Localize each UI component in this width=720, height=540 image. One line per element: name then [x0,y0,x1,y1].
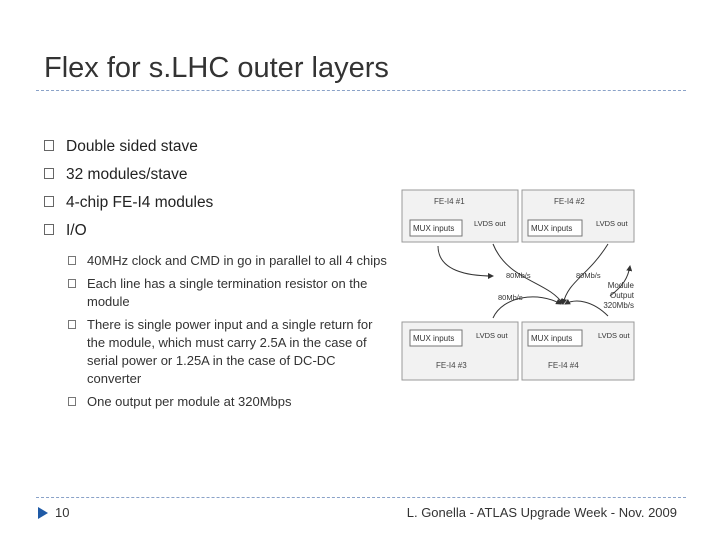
bullet-item [44,220,389,248]
module-output-label-2: Output [609,291,634,300]
bullet-marker [44,224,54,235]
bullet-marker [44,140,54,151]
slide-title: Flex for s.LHC outer layers [44,52,389,84]
mux-inputs-label: MUX inputs [413,224,455,233]
chip-fe-i4-1 [402,190,518,242]
sub-bullet-text: One output per module at 320Mbps [87,394,292,409]
slide-marker-icon [37,506,49,520]
slide-footer: L. Gonella - ATLAS Upgrade Week - Nov. 2009 [406,505,677,520]
chip-fe-i4-4 [522,322,634,380]
sub-bullet-text: 40MHz clock and CMD in go in parallel to all 4 chips [87,253,387,268]
chip-label: FE-I4 #3 [436,361,467,370]
title-divider [36,90,686,91]
mux-inputs-label: MUX inputs [531,224,573,233]
rate-label: 80Mb/s [506,271,531,280]
chip-label: FE-I4 #2 [554,197,585,206]
mux-inputs-label: MUX inputs [531,334,573,343]
bullet-text: I/O [66,222,87,239]
module-output-label-3: 320Mb/s [603,301,634,310]
sub-bullet-marker [68,397,76,406]
chip-fe-i4-2 [522,190,634,242]
bullet-list [44,136,389,416]
mux-inputs-label: MUX inputs [413,334,455,343]
module-output-label-1: Module [607,281,634,290]
sub-bullet-marker [68,256,76,265]
bullet-text: 32 modules/stave [66,166,188,183]
bullet-text: 4-chip FE-I4 modules [66,194,214,211]
lvds-out-label: LVDS out [474,219,506,228]
rate-label: 80Mb/s [498,293,523,302]
sub-bullet-marker [68,279,76,288]
sub-bullet-item [44,275,389,311]
bullet-text: Double sided stave [66,138,198,155]
sub-bullet-text: Each line has a single termination resistor on the module [87,276,368,309]
slide-number: 10 [55,505,70,520]
sub-bullet-text: There is single power input and a single return for the module, which must carry 2.5A in the case of serial power or 1.25A in the case of DC-DC converter [87,317,373,386]
chip-label: FE-I4 #1 [434,197,465,206]
lvds-out-label: LVDS out [596,219,628,228]
lvds-out-label: LVDS out [476,331,508,340]
lvds-out-label: LVDS out [598,331,630,340]
bullet-marker [44,168,54,179]
module-io-diagram [398,186,638,386]
sub-bullet-item [44,393,389,411]
sub-bullet-item [44,316,389,388]
chip-label: FE-I4 #4 [548,361,579,370]
footer-divider [36,497,686,498]
bullet-marker [44,196,54,207]
bullet-item [44,136,389,164]
signal-arrows [438,244,630,318]
rate-label: 80Mb/s [576,271,601,280]
bullet-item [44,164,389,192]
bullet-item [44,192,389,220]
sub-bullet-marker [68,320,76,329]
chip-fe-i4-3 [402,322,518,380]
sub-bullet-item [44,252,389,270]
